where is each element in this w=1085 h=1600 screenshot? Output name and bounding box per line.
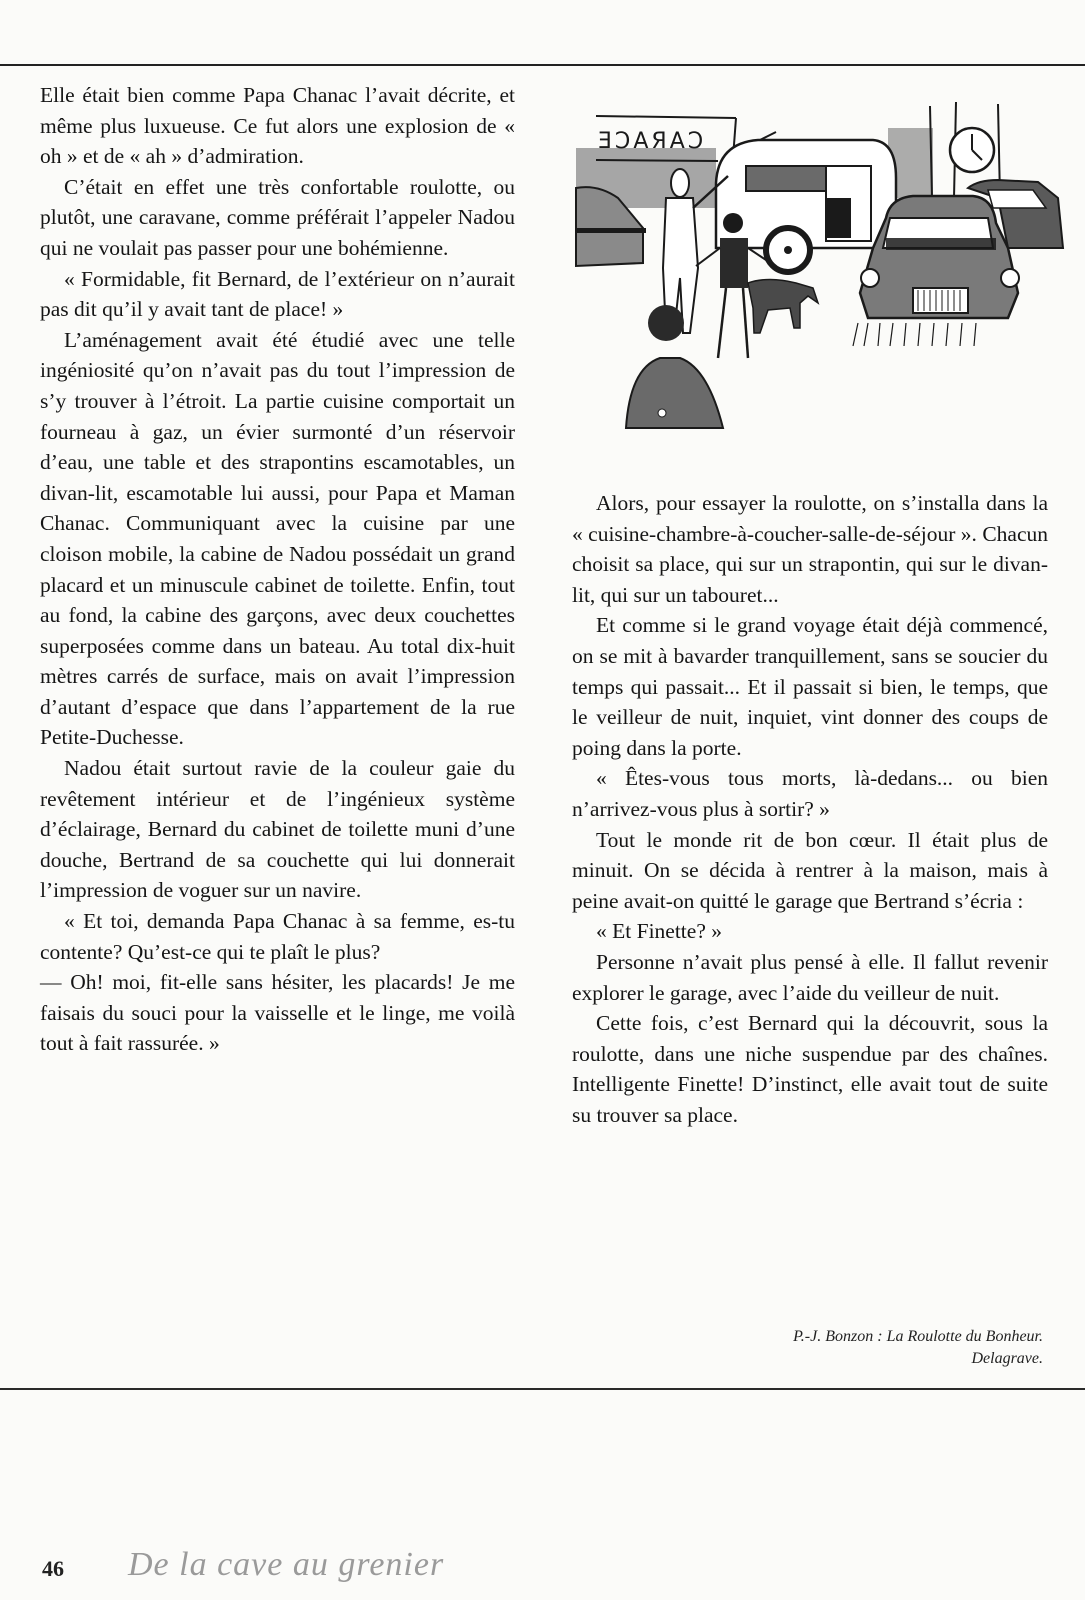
paragraph: Alors, pour essayer la roulotte, on s’installa dans la « cuisine-chambre-à-coucher-salle-de-séjour ». Chacun choisit sa place, qui sur un strapontin, qui sur le divan-lit, qui sur un tabouret...: [572, 491, 1048, 607]
paragraph: « Et Finette? »: [596, 919, 722, 944]
paragraph: Et comme si le grand voyage était déjà commencé, on se mit à bavarder tranquillement, sans se soucier du temps qui passait... Et il passait si bien, le temps, que le veilleur de nuit, inquiet, vint donner des coups de poing dans la porte.: [572, 613, 1048, 760]
paragraph: L’aménagement avait été étudié avec une telle ingéniosité qu’on n’avait pas du tout l’impression de s’y trouver à l’étroit. La partie cuisine comportait un fourneau à gaz, un évier surmonté d’un réservoir d’eau, une table et des strapontins escamotables, un divan-lit, escamotable lui aussi, pour Papa et Maman Chanac. Communiquant avec la cuisine par une cloison mobile, la cabine de Nadou possédait un grand placard et un minuscule cabinet de toilette. Enfin, tout au fond, la cabine des garçons, avec deux couchettes superposées comme dans un bateau. Au total dix-huit mètres carrés de surface, mais on avait l’impression d’autant d’espace que dans l’appartement de la rue Petite-Duchesse.: [40, 327, 515, 750]
garage-sign-text: ƎϽAЯAϽ: [598, 129, 707, 154]
top-rule: [0, 64, 1085, 66]
paragraph: Nadou était surtout ravie de la couleur gaie du revêtement intérieur et de l’ingénieux système d’éclairage, Bernard du cabinet de toilette muni d’une douche, Bertrand de sa couchette qui lui donnerait l’impression de voguer sur un navire.: [40, 756, 515, 903]
paragraph: Tout le monde rit de bon cœur. Il était plus de minuit. On se décida à rentrer à la maison, mais à peine avait-on quitté le garage que Bertrand s’écria :: [572, 827, 1048, 913]
running-title: De la cave au grenier: [128, 1546, 445, 1583]
paragraph: — Oh! moi, fit-elle sans hésiter, les placards! Je me faisais du souci pour la vaisselle et le linge, me voilà tout à fait rassurée. »: [40, 970, 515, 1056]
paragraph: Personne n’avait plus pensé à elle. Il fallut revenir explorer le garage, avec l’aide du veilleur de nuit.: [572, 949, 1048, 1005]
garage-illustration: [568, 88, 1068, 433]
paragraph: Cette fois, c’est Bernard qui la découvrit, sous la roulotte, dans une niche suspendue par des chaînes. Intelligente Finette! D’instinct, elle avait tout de suite su trouver sa place.: [572, 1011, 1048, 1127]
right-text-column: [572, 488, 1048, 1130]
attribution-publisher: Delagrave.: [971, 1350, 1043, 1367]
paragraph: « Formidable, fit Bernard, de l’extérieur on n’aurait pas dit qu’il y avait tant de place! »: [40, 266, 515, 322]
paragraph: « Êtes-vous tous morts, là-dedans... ou bien n’arrivez-vous plus à sortir? »: [572, 766, 1048, 821]
bottom-rule: [0, 1388, 1085, 1390]
left-text-column: [40, 80, 515, 1059]
paragraph: Elle était bien comme Papa Chanac l’avait décrite, et même plus luxueuse. Ce fut alors une explosion de « oh » et de « ah » d’admiration.: [40, 83, 515, 169]
page-number: 46: [42, 1556, 64, 1581]
attribution-author-title: P.-J. Bonzon : La Roulotte du Bonheur.: [793, 1328, 1043, 1345]
paragraph: « Et toi, demanda Papa Chanac à sa femme, es-tu contente? Qu’est-ce qui te plaît le plus?: [40, 909, 515, 964]
source-attribution: [563, 1326, 1043, 1370]
paragraph: C’était en effet une très confortable roulotte, ou plutôt, une caravane, comme préférait l’appeler Nadou qui ne voulait pas passer pour une bohémienne.: [40, 174, 515, 260]
